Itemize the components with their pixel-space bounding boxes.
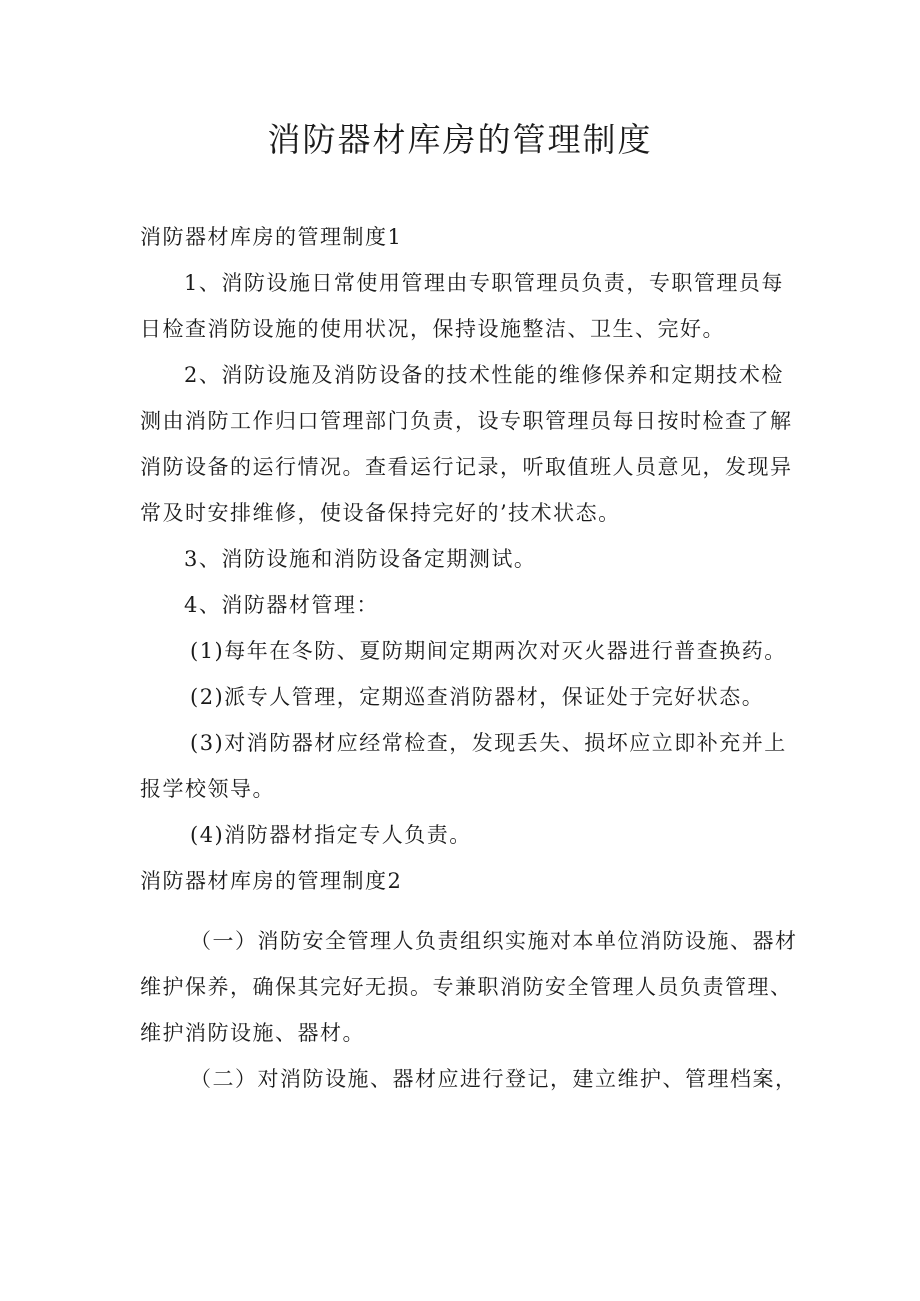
paragraph: 3、消防设施和消防设备定期测试。 (184, 547, 537, 571)
paragraph: 1、消防设施日常使用管理由专职管理员负责，专职管理员每日检查消防设施的使用状况，保持设施整洁、卫生、完好。 (140, 271, 784, 341)
list-item: (2)派专人管理，定期巡查消防器材，保证处于完好状态。 (190, 685, 765, 709)
document-body (140, 214, 800, 1102)
paragraph: 4、消防器材管理： (184, 593, 379, 617)
paragraph: （二）对消防设施、器材应进行登记，建立维护、管理档案， (190, 1067, 798, 1091)
paragraph: 2、消防设施及消防设备的技术性能的维修保养和定期技术检测由消防工作归口管理部门负责，设专职管理员每日按时检查了解消防设备的运行情况。查看运行记录，听取值班人员意见，发现异常及时安排维修，使设备保持完好的’技术状态。 (140, 363, 793, 525)
section-heading: 消防器材库房的管理制度2 (140, 869, 403, 893)
list-item: (1)每年在冬防、夏防期间定期两次对灭火器进行普查换药。 (190, 639, 787, 663)
section-heading: 消防器材库房的管理制度1 (140, 225, 403, 249)
list-item: (4)消防器材指定专人负责。 (190, 823, 472, 847)
list-item: (3)对消防器材应经常检查，发现丢失、损坏应立即补充并上报学校领导。 (140, 731, 787, 801)
document-title: 消防器材库房的管理制度 (267, 120, 653, 159)
paragraph: （一）消防安全管理人负责组织实施对本单位消防设施、器材维护保养，确保其完好无损。专兼职消防安全管理人员负责管理、维护消防设施、器材。 (140, 929, 798, 1045)
